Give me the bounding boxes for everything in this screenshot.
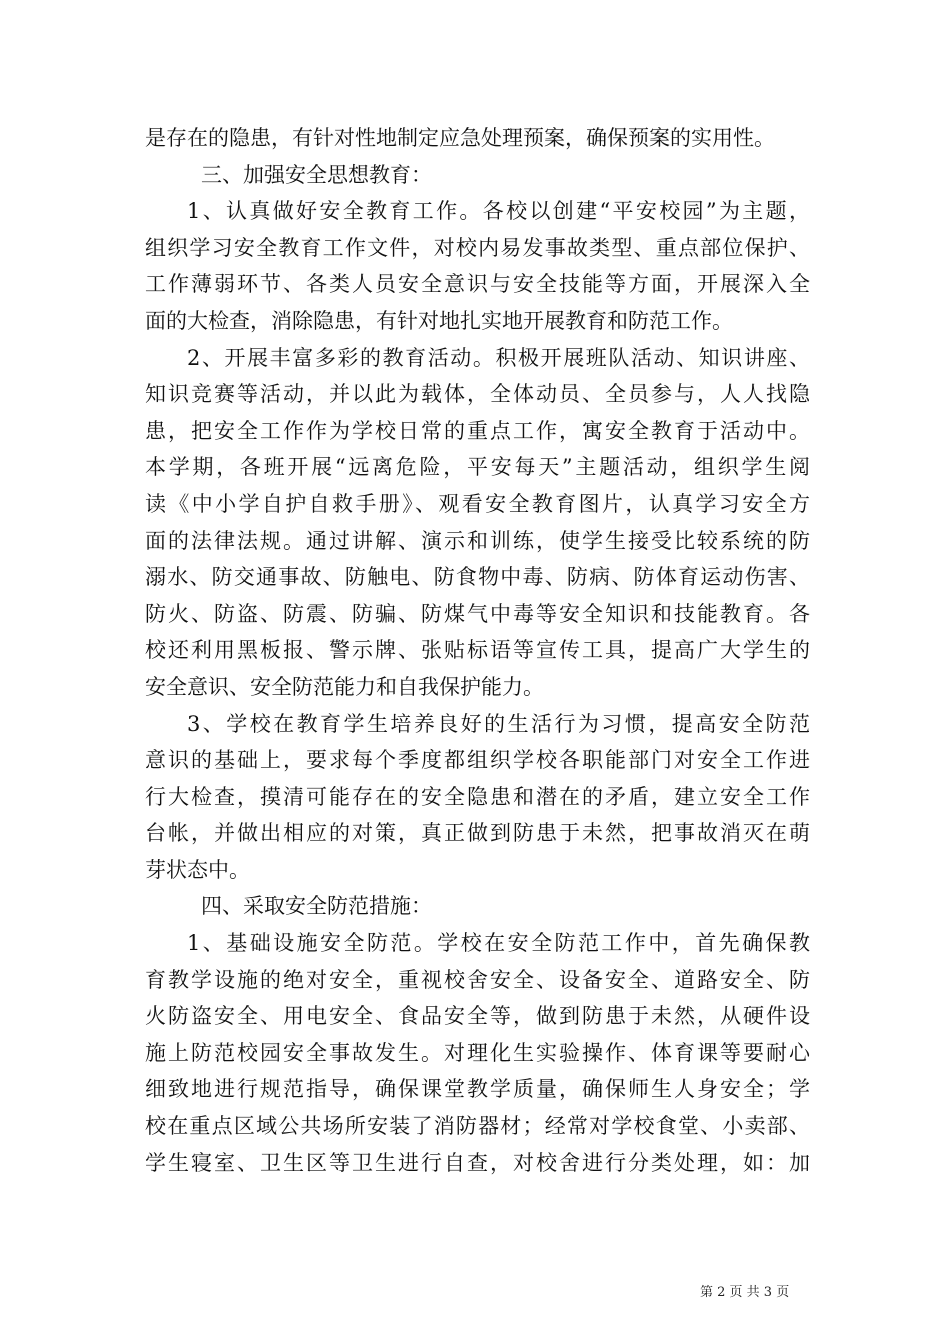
- text-line: 芽状态中。: [145, 857, 250, 882]
- text-line: 面的法律法规。通过讲解、演示和训练，使学生接受比较系统的防: [145, 528, 810, 553]
- text-line: 是存在的隐患，有针对性地制定应急处理预案，确保预案的实用性。: [145, 126, 775, 150]
- text-line: 校还利用黑板报、警示牌、张贴标语等宣传工具，提高广大学生的: [145, 638, 810, 663]
- text-line: 患，把安全工作作为学校日常的重点工作，寓安全教育于活动中。: [145, 418, 810, 443]
- text-line: 2、开展丰富多彩的教育活动。积极开展班队活动、知识讲座、: [187, 345, 810, 370]
- text-line: 行大检查，摸清可能存在的安全隐患和潜在的矛盾，建立安全工作: [145, 784, 810, 809]
- section-heading: 三、加强安全思想教育：: [201, 162, 432, 187]
- section-heading: 四、采取安全防范措施：: [201, 894, 432, 919]
- text-line: 1、基础设施安全防范。学校在安全防范工作中，首先确保教: [187, 931, 810, 956]
- document-body: [145, 120, 810, 1181]
- text-line: 学生寝室、卫生区等卫生进行自查，对校舍进行分类处理，如：加: [145, 1150, 810, 1175]
- text-line: 3、学校在教育学生培养良好的生活行为习惯，提高安全防范: [187, 711, 810, 736]
- text-line: 安全意识、安全防范能力和自我保护能力。: [145, 674, 544, 699]
- text-line: 防火、防盗、防震、防骗、防煤气中毒等安全知识和技能教育。各: [145, 601, 810, 626]
- text-line: 知识竞赛等活动，并以此为载体，全体动员、全员参与，人人找隐: [145, 382, 810, 407]
- text-line: 意识的基础上，要求每个季度都组织学校各职能部门对安全工作进: [145, 748, 810, 773]
- text-line: 火防盗安全、用电安全、食品安全等，做到防患于未然，从硬件设: [145, 1004, 810, 1029]
- text-line: 面的大检查，消除隐患，有针对地扎实地开展教育和防范工作。: [145, 308, 733, 333]
- text-line: 读《中小学自护自救手册》、观看安全教育图片，认真学习安全方: [145, 491, 810, 516]
- text-line: 工作薄弱环节、各类人员安全意识与安全技能等方面，开展深入全: [145, 272, 810, 297]
- text-line: 组织学习安全教育工作文件，对校内易发事故类型、重点部位保护、: [145, 235, 810, 260]
- text-line: 育教学设施的绝对安全，重视校舍安全、设备安全、道路安全、防: [145, 967, 810, 992]
- text-line: 细致地进行规范指导，确保课堂教学质量，确保师生人身安全；学: [145, 1077, 810, 1102]
- text-line: 台帐，并做出相应的对策，真正做到防患于未然，把事故消灭在萌: [145, 821, 810, 846]
- page-number: 第 2 页 共 3 页: [700, 1285, 790, 1300]
- text-line: 本学期，各班开展“远离危险，平安每天”主题活动，组织学生阅: [145, 455, 810, 480]
- text-line: 溺水、防交通事故、防触电、防食物中毒、防病、防体育运动伤害、: [145, 565, 810, 590]
- text-line: 施上防范校园安全事故发生。对理化生实验操作、体育课等要耐心: [145, 1040, 810, 1065]
- text-line: 校在重点区域公共场所安装了消防器材；经常对学校食堂、小卖部、: [145, 1114, 810, 1139]
- text-line: 1、认真做好安全教育工作。各校以创建“平安校园”为主题，: [187, 199, 810, 224]
